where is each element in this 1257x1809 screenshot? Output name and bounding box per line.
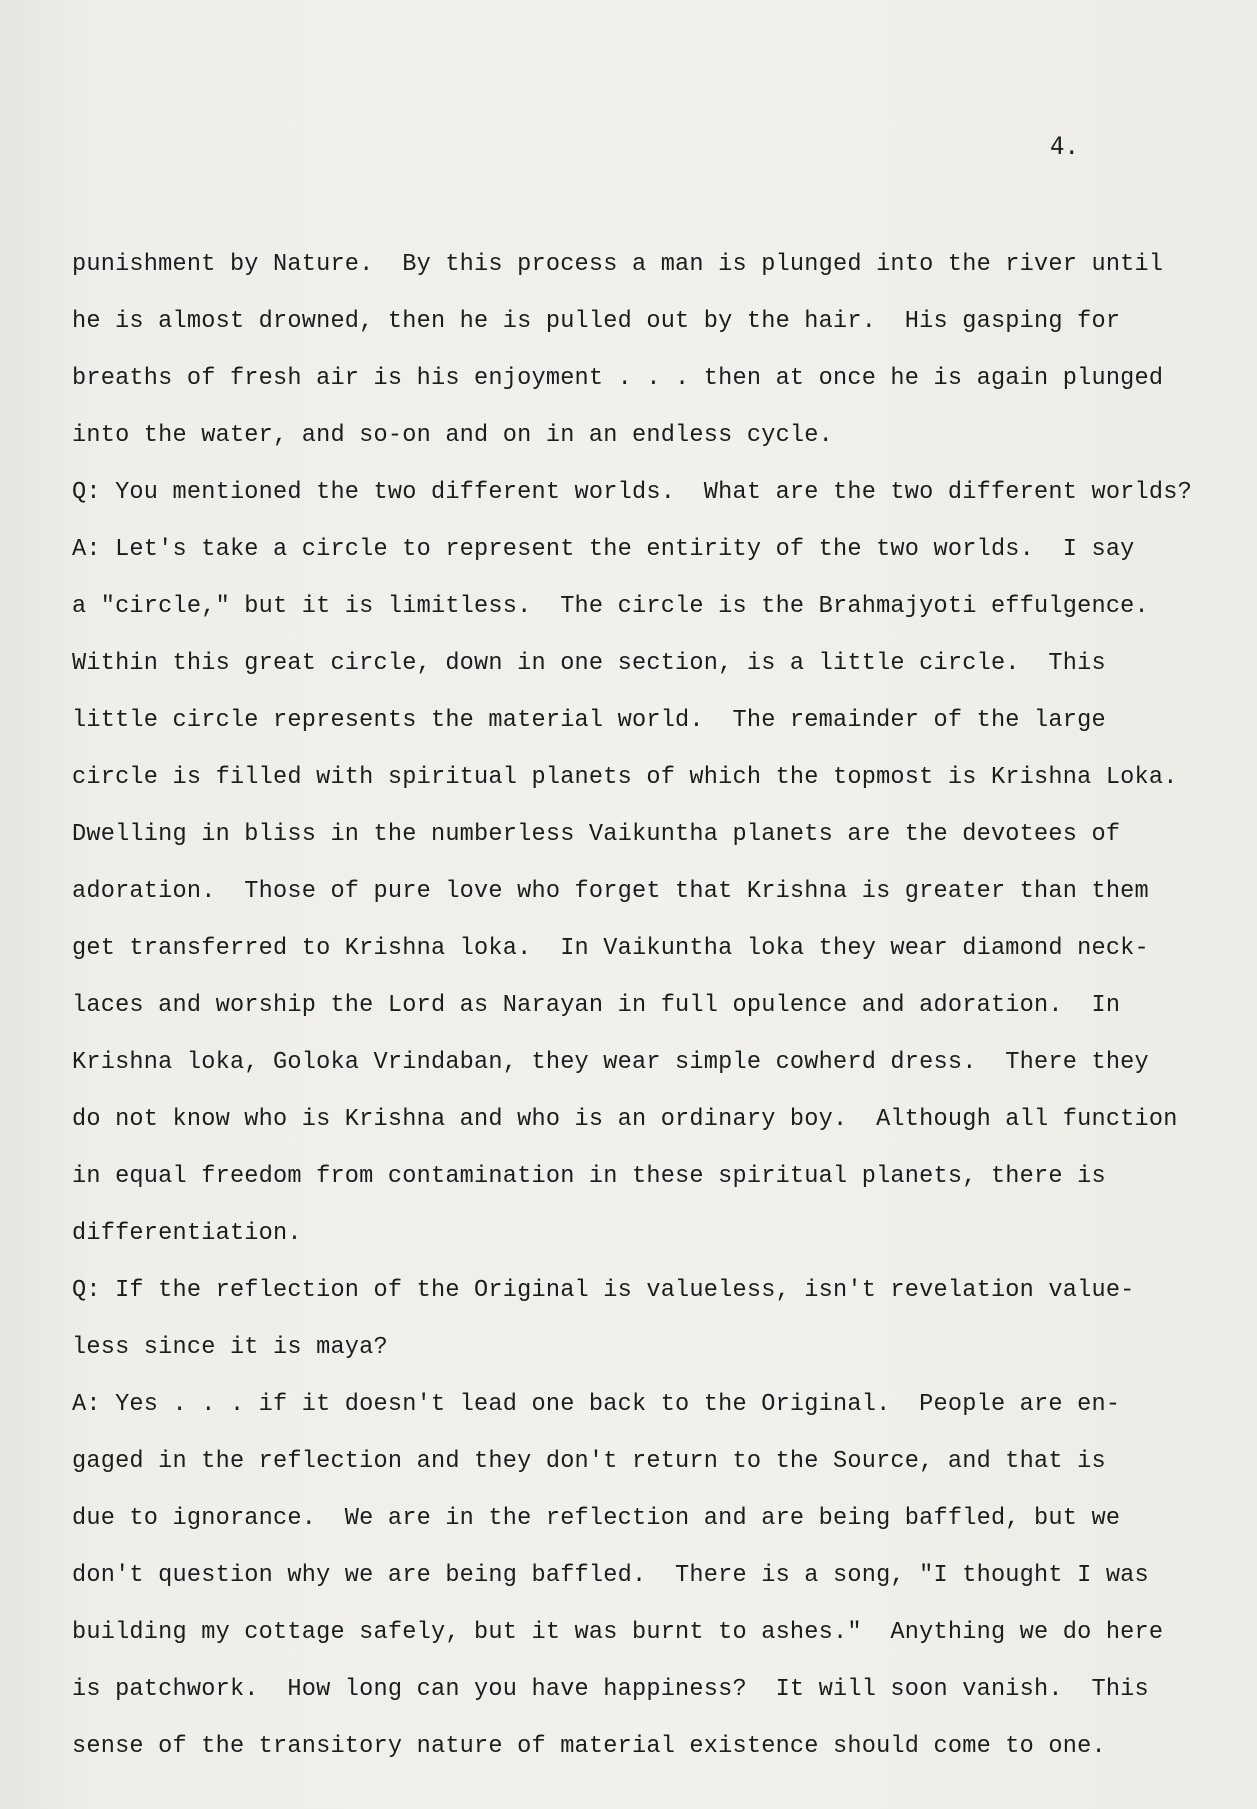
text-line: Dwelling in bliss in the numberless Vaikuntha planets are the devotees of (72, 821, 1121, 848)
text-line: do not know who is Krishna and who is an ordinary boy. Although all function (72, 1106, 1178, 1133)
question-line: Q: If the reflection of the Original is valueless, isn't revelation value- (72, 1277, 1135, 1304)
text-line: gaged in the reflection and they don't return to the Source, and that is (72, 1448, 1106, 1475)
text-line: little circle represents the material world. The remainder of the large (72, 707, 1106, 734)
text-line: less since it is maya? (72, 1334, 388, 1361)
text-line: building my cottage safely, but it was burnt to ashes." Anything we do here (72, 1619, 1164, 1646)
text-line: differentiation. (72, 1220, 302, 1247)
text-line: Krishna loka, Goloka Vrindaban, they wear simple cowherd dress. There they (72, 1049, 1149, 1076)
text-line: circle is filled with spiritual planets of which the topmost is Krishna Loka. (72, 764, 1178, 791)
text-line: a "circle," but it is limitless. The circle is the Brahmajyoti effulgence. (72, 593, 1149, 620)
text-line: laces and worship the Lord as Narayan in full opulence and adoration. In (72, 992, 1121, 1019)
text-line: breaths of fresh air is his enjoyment . . . then at once he is again plunged (72, 365, 1164, 392)
text-line: due to ignorance. We are in the reflection and are being baffled, but we (72, 1505, 1121, 1532)
text-line: get transferred to Krishna loka. In Vaikuntha loka they wear diamond neck- (72, 935, 1149, 962)
answer-line: A: Yes . . . if it doesn't lead one back to the Original. People are en- (72, 1391, 1121, 1418)
page-number: 4. (1050, 132, 1079, 160)
text-line: punishment by Nature. By this process a man is plunged into the river until (72, 251, 1164, 278)
question-line: Q: You mentioned the two different worlds. What are the two different worlds? (72, 479, 1192, 506)
body-text (72, 245, 1232, 1784)
text-line: into the water, and so-on and on in an endless cycle. (72, 422, 834, 449)
text-line: don't question why we are being baffled. There is a song, "I thought I was (72, 1562, 1149, 1589)
text-line: in equal freedom from contamination in these spiritual planets, there is (72, 1163, 1106, 1190)
answer-line: A: Let's take a circle to represent the entirity of the two worlds. I say (72, 536, 1135, 563)
text-line: Within this great circle, down in one section, is a little circle. This (72, 650, 1106, 677)
text-line: is patchwork. How long can you have happiness? It will soon vanish. This (72, 1676, 1149, 1703)
text-line: sense of the transitory nature of material existence should come to one. (72, 1733, 1106, 1760)
text-line: adoration. Those of pure love who forget that Krishna is greater than them (72, 878, 1149, 905)
text-line: he is almost drowned, then he is pulled out by the hair. His gasping for (72, 308, 1121, 335)
